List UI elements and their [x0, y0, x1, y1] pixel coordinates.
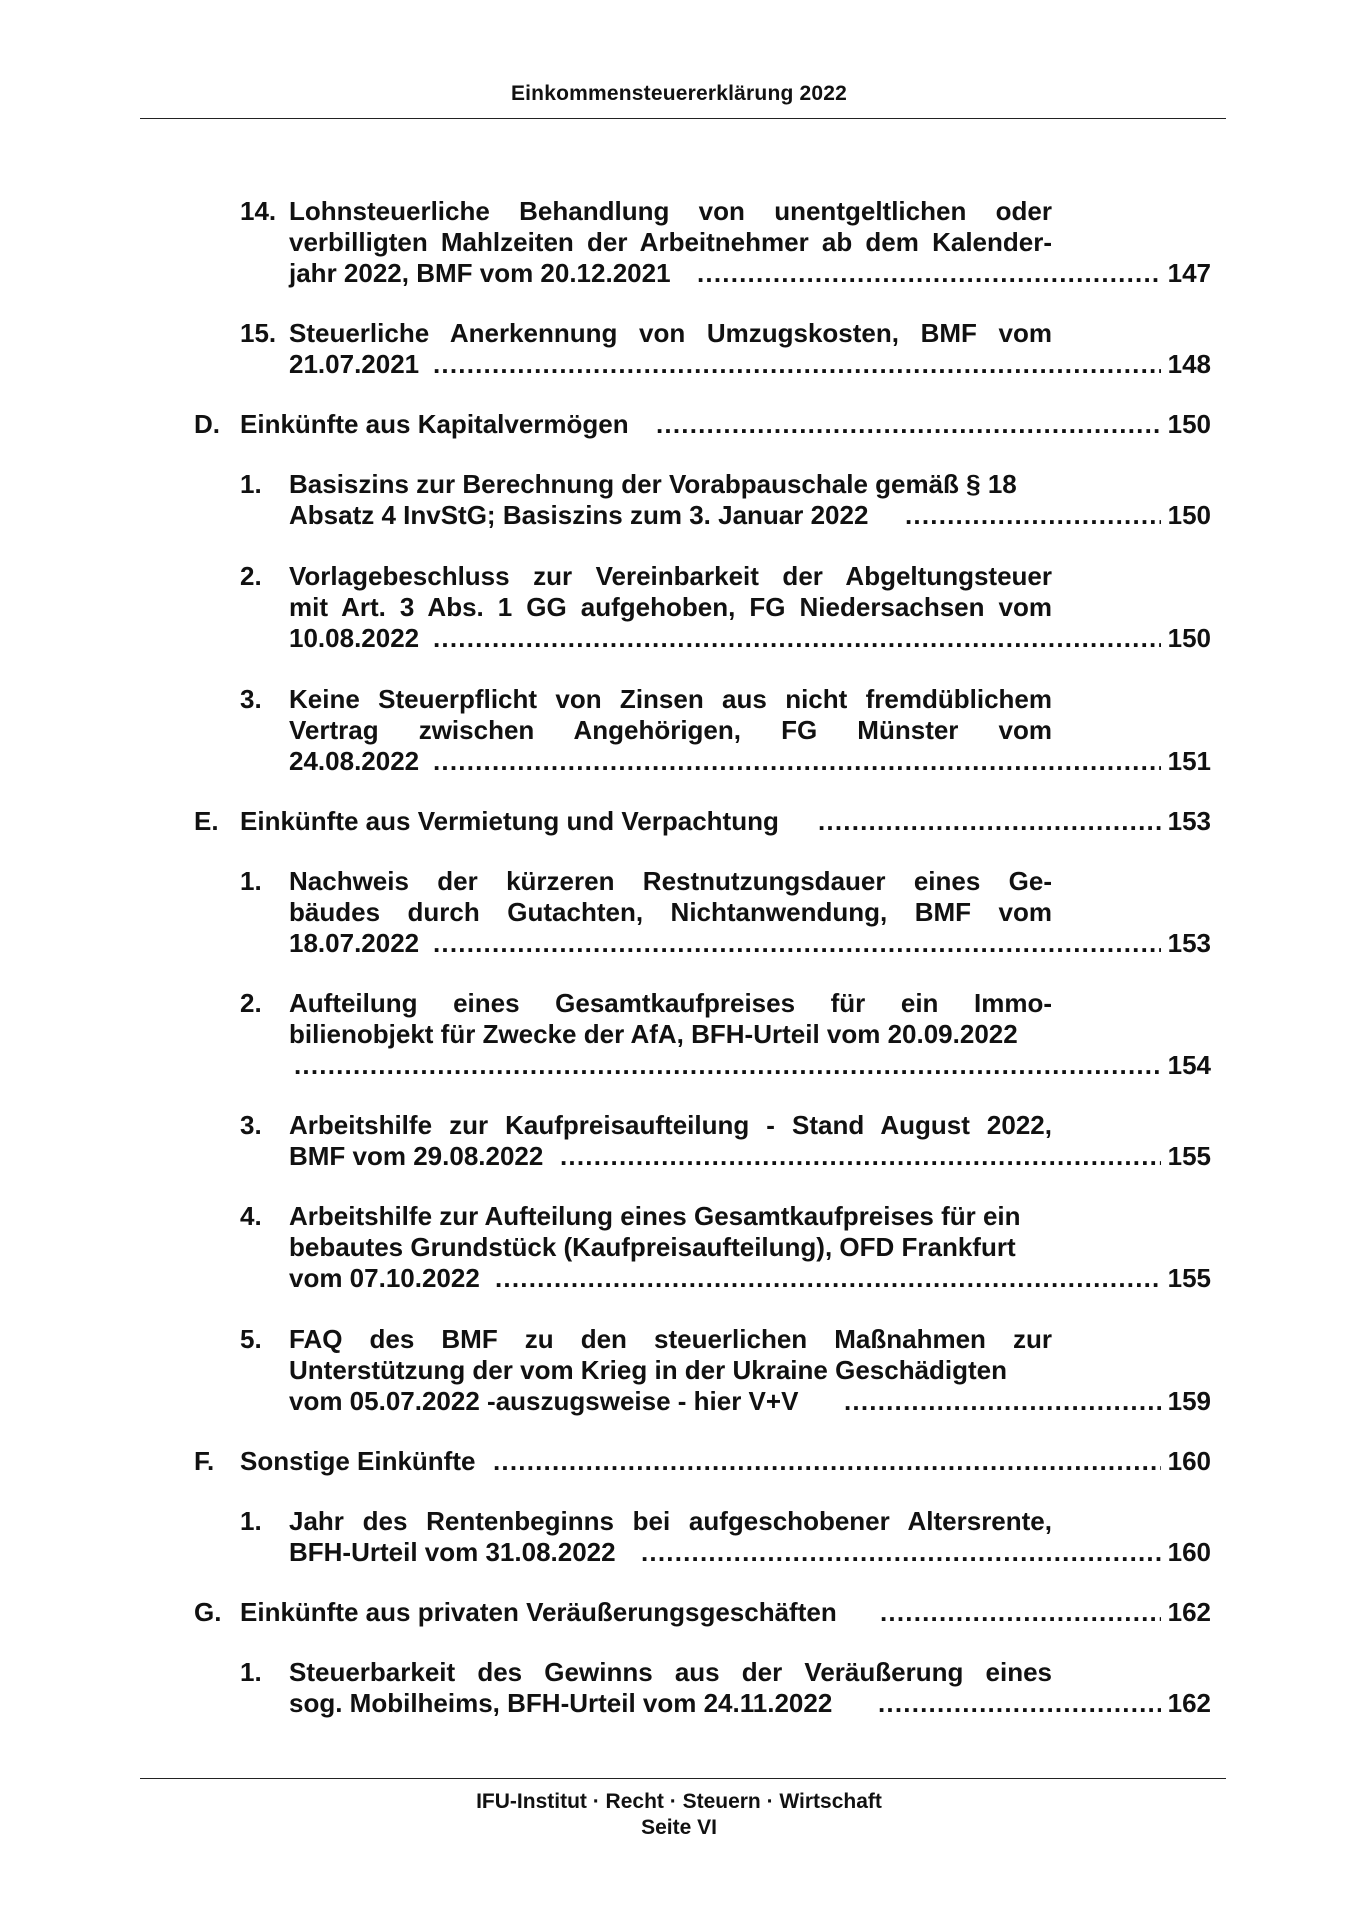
toc-page-number: 150 [1167, 623, 1211, 653]
toc-title-line: FAQ des BMF zu den steuerlichen Maßnahmen zur [289, 1324, 1052, 1354]
footer-page-number: Seite VI [641, 1816, 717, 1839]
toc-title-line: vom 05.07.2022 -auszugsweise - hier V+V [289, 1386, 799, 1416]
toc-title-line: BFH-Urteil vom 31.08.2022 [289, 1537, 616, 1567]
toc-title-line: Aufteilung eines Gesamtkaufpreises für ein Immo- [289, 988, 1052, 1018]
toc-leader-dots [493, 1446, 1161, 1477]
toc-number: 3. [240, 1110, 262, 1140]
toc-title-line: 24.08.2022 [289, 746, 420, 776]
toc-title-line: Absatz 4 InvStG; Basiszins zum 3. Januar 2022 [289, 500, 869, 530]
toc-leader-dots [905, 500, 1161, 531]
toc-leader-dots [641, 1537, 1161, 1568]
toc-page-number: 155 [1167, 1263, 1211, 1293]
toc-page-number: 153 [1167, 806, 1211, 836]
toc-section-letter: G. [194, 1597, 222, 1627]
toc-leader-dots [560, 1141, 1161, 1172]
toc-title-line: bäudes durch Gutachten, Nichtanwendung, BMF vom [289, 897, 1052, 927]
toc-page-number: 148 [1167, 349, 1211, 379]
toc-title-line: bilienobjekt für Zwecke der AfA, BFH-Urteil vom 20.09.2022 [289, 1019, 1018, 1049]
toc-page-number: 154 [1167, 1050, 1211, 1080]
toc-page-number: 160 [1167, 1446, 1211, 1476]
toc-section-letter: F. [194, 1446, 215, 1476]
toc-leader-dots [433, 349, 1161, 380]
toc-title-line: jahr 2022, BMF vom 20.12.2021 [289, 258, 671, 288]
footer-publisher: IFU-Institut · Recht · Steuern · Wirtschaft [476, 1790, 882, 1813]
toc-leader-dots [697, 258, 1161, 289]
toc-title-line: verbilligten Mahlzeiten der Arbeitnehmer ab dem Kalender- [289, 227, 1052, 257]
toc-title-line: Keine Steuerpflicht von Zinsen aus nicht fremdüblichem [289, 684, 1052, 714]
toc-page-number: 162 [1167, 1597, 1211, 1627]
toc-section-title: Einkünfte aus Kapitalvermögen [240, 409, 629, 439]
toc-title-line: Vorlagebeschluss zur Vereinbarkeit der Abgeltungsteuer [289, 561, 1052, 591]
toc-title-line: sog. Mobilheims, BFH-Urteil vom 24.11.2022 [289, 1688, 833, 1718]
toc-title-line: 21.07.2021 [289, 349, 420, 379]
toc-title-line: Unterstützung der vom Krieg in der Ukraine Geschädigten [289, 1355, 1008, 1385]
toc-title-line: Steuerliche Anerkennung von Umzugskosten, BMF vom [289, 318, 1052, 348]
toc-number: 2. [240, 988, 262, 1018]
toc-number: 15. [240, 318, 277, 348]
toc-number: 5. [240, 1324, 262, 1354]
toc-title-line: bebautes Grundstück (Kaufpreisaufteilung), OFD Frankfurt [289, 1232, 1016, 1262]
toc-title-line: Vertrag zwischen Angehörigen, FG Münster vom [289, 715, 1052, 745]
toc-leader-dots [294, 1050, 1161, 1081]
footer-rule [140, 1778, 1226, 1779]
toc-page-number: 159 [1167, 1386, 1211, 1416]
toc-title-line: Basiszins zur Berechnung der Vorabpauschale gemäß § 18 [289, 469, 1017, 499]
toc-title-line: Arbeitshilfe zur Kaufpreisaufteilung - Stand August 2022, [289, 1110, 1052, 1140]
toc-page-number: 151 [1167, 746, 1211, 776]
toc-number: 1. [240, 866, 262, 896]
toc-section-title: Einkünfte aus Vermietung und Verpachtung [240, 806, 779, 836]
toc-title-line: vom 07.10.2022 [289, 1263, 480, 1293]
toc-number: 3. [240, 684, 262, 714]
toc-page-number: 150 [1167, 500, 1211, 530]
toc-leader-dots [433, 928, 1161, 959]
toc-leader-dots [844, 1386, 1161, 1417]
toc-title-line: 10.08.2022 [289, 623, 420, 653]
toc-page-number: 147 [1167, 258, 1211, 288]
toc-title-line: 18.07.2022 [289, 928, 420, 958]
toc-number: 2. [240, 561, 262, 591]
toc-page-number: 160 [1167, 1537, 1211, 1567]
toc-page-number: 150 [1167, 409, 1211, 439]
toc-number: 14. [240, 196, 277, 226]
toc-page-number: 153 [1167, 928, 1211, 958]
toc-section-title: Sonstige Einkünfte [240, 1446, 476, 1476]
toc-leader-dots [433, 746, 1161, 777]
toc-leader-dots [880, 1597, 1161, 1628]
toc-section-title: Einkünfte aus privaten Veräußerungsgeschäften [240, 1597, 837, 1627]
toc-leader-dots [656, 409, 1161, 440]
toc-title-line: Jahr des Rentenbeginns bei aufgeschobener Altersrente, [289, 1506, 1052, 1536]
toc-title-line: Nachweis der kürzeren Restnutzungsdauer eines Ge- [289, 866, 1052, 896]
toc-page-number: 155 [1167, 1141, 1211, 1171]
toc-leader-dots [433, 623, 1161, 654]
toc-section-letter: E. [194, 806, 219, 836]
toc-leader-dots [878, 1688, 1161, 1719]
toc-leader-dots [818, 806, 1161, 837]
toc-number: 4. [240, 1201, 262, 1231]
toc-number: 1. [240, 469, 262, 499]
toc-title-line: mit Art. 3 Abs. 1 GG aufgehoben, FG Niedersachsen vom [289, 592, 1052, 622]
toc-section-letter: D. [194, 409, 220, 439]
toc-title-line: BMF vom 29.08.2022 [289, 1141, 544, 1171]
toc-title-line: Lohnsteuerliche Behandlung von unentgeltlichen oder [289, 196, 1052, 226]
toc-title-line: Steuerbarkeit des Gewinns aus der Veräußerung eines [289, 1657, 1052, 1687]
toc-page-number: 162 [1167, 1688, 1211, 1718]
toc-leader-dots [495, 1263, 1161, 1294]
toc-title-line: Arbeitshilfe zur Aufteilung eines Gesamtkaufpreises für ein [289, 1201, 1021, 1231]
toc-number: 1. [240, 1506, 262, 1536]
toc-number: 1. [240, 1657, 262, 1687]
running-header: Einkommensteuererklärung 2022 [510, 82, 848, 105]
